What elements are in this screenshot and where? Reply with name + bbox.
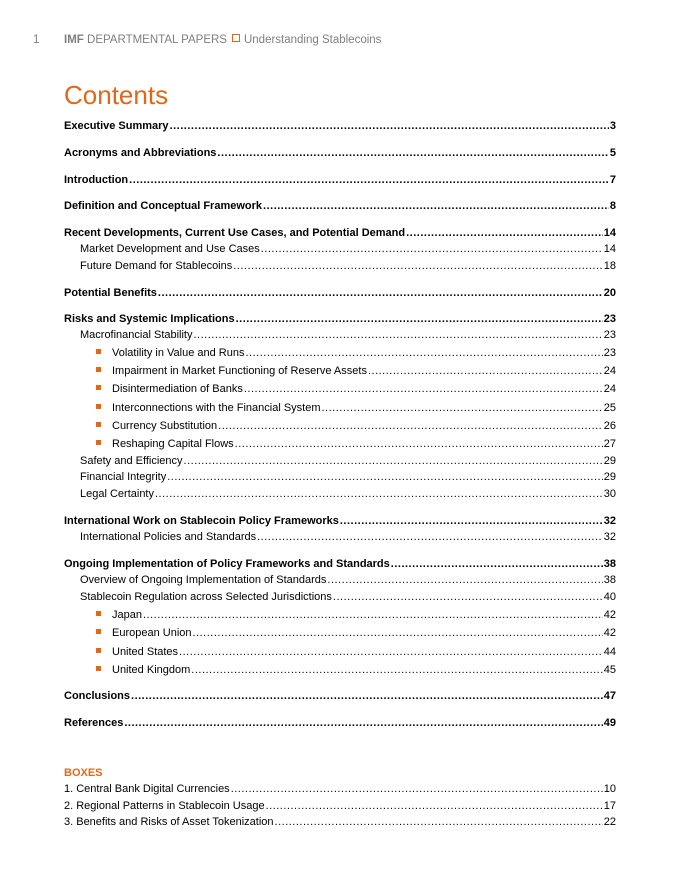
bullet-icon bbox=[96, 666, 101, 671]
toc-subentry[interactable]: Macrofinancial Stability ..... 23 bbox=[80, 328, 616, 342]
bullet-icon bbox=[96, 349, 101, 354]
toc-bullet-entry[interactable]: Japan ..... 42 bbox=[96, 608, 616, 622]
toc-subentry[interactable]: Future Demand for Stablecoins ..... 18 bbox=[80, 259, 616, 273]
toc-bullet-entry[interactable]: Reshaping Capital Flows ..... 27 bbox=[96, 437, 616, 451]
toc-entry[interactable]: Recent Developments, Current Use Cases, and Potential Demand ..... 14 bbox=[64, 226, 616, 240]
bullet-icon bbox=[96, 367, 101, 372]
toc-subentry[interactable]: International Policies and Standards ..... 32 bbox=[80, 530, 616, 544]
toc-bullet-entry[interactable]: Impairment in Market Functioning of Reserve Assets ..... 24 bbox=[96, 364, 616, 378]
toc-subentry[interactable]: Legal Certainty ..... 30 bbox=[80, 487, 616, 501]
page-number: 1 bbox=[33, 34, 40, 46]
document-title: Understanding Stablecoins bbox=[243, 34, 382, 46]
box-entry[interactable]: 1. Central Bank Digital Currencies ..... 10 bbox=[64, 782, 616, 796]
bullet-icon bbox=[96, 648, 101, 653]
toc-bullet-entry[interactable]: United Kingdom ..... 45 bbox=[96, 663, 616, 677]
toc-entry[interactable]: References ..... 49 bbox=[64, 716, 616, 730]
series-name: IMF bbox=[64, 34, 84, 46]
toc-entry[interactable]: Risks and Systemic Implications ..... 23 bbox=[64, 312, 616, 326]
box-entry[interactable]: 3. Benefits and Risks of Asset Tokenization ..... 22 bbox=[64, 815, 616, 829]
toc-entry[interactable]: Ongoing Implementation of Policy Frameworks and Standards ..... 38 bbox=[64, 557, 616, 571]
toc-subentry[interactable]: Safety and Efficiency ..... 29 bbox=[80, 454, 616, 468]
bullet-icon bbox=[96, 629, 101, 634]
bullet-icon bbox=[96, 611, 101, 616]
page-title: Contents bbox=[64, 80, 169, 110]
toc-entry[interactable]: Potential Benefits ..... 20 bbox=[64, 286, 616, 300]
bullet-icon bbox=[96, 422, 101, 427]
toc-entry[interactable]: Conclusions ..... 47 bbox=[64, 689, 616, 703]
toc-bullet-entry[interactable]: Disintermediation of Banks ..... 24 bbox=[96, 382, 616, 396]
toc-bullet-entry[interactable]: United States ..... 44 bbox=[96, 645, 616, 659]
toc-subentry[interactable]: Stablecoin Regulation across Selected Jurisdictions ..... 40 bbox=[80, 590, 616, 604]
toc-subentry[interactable]: Market Development and Use Cases ..... 14 bbox=[80, 242, 616, 256]
boxes-heading: BOXES bbox=[64, 767, 103, 779]
toc-entry[interactable]: Executive Summary ..... 3 bbox=[64, 119, 616, 133]
toc-entry[interactable]: Definition and Conceptual Framework ..... 8 bbox=[64, 199, 616, 213]
toc-bullet-entry[interactable]: European Union ..... 42 bbox=[96, 626, 616, 640]
toc-bullet-entry[interactable]: Currency Substitution ..... 26 bbox=[96, 419, 616, 433]
bullet-icon bbox=[96, 404, 101, 409]
box-entry[interactable]: 2. Regional Patterns in Stablecoin Usage ..... 17 bbox=[64, 799, 616, 813]
bullet-icon bbox=[96, 440, 101, 445]
toc-entry[interactable]: Introduction ..... 7 bbox=[64, 173, 616, 187]
bullet-icon bbox=[96, 385, 101, 390]
toc-bullet-entry[interactable]: Interconnections with the Financial System ..... 25 bbox=[96, 401, 616, 415]
toc-entry[interactable]: Acronyms and Abbreviations ..... 5 bbox=[64, 146, 616, 160]
toc-bullet-entry[interactable]: Volatility in Value and Runs ..... 23 bbox=[96, 346, 616, 360]
toc-entry[interactable]: International Work on Stablecoin Policy Frameworks ..... 32 bbox=[64, 514, 616, 528]
toc-subentry[interactable]: Overview of Ongoing Implementation of Standards ..... 38 bbox=[80, 573, 616, 587]
series-name-rest: DEPARTMENTAL PAPERS bbox=[87, 34, 227, 46]
toc-subentry[interactable]: Financial Integrity ..... 29 bbox=[80, 470, 616, 484]
